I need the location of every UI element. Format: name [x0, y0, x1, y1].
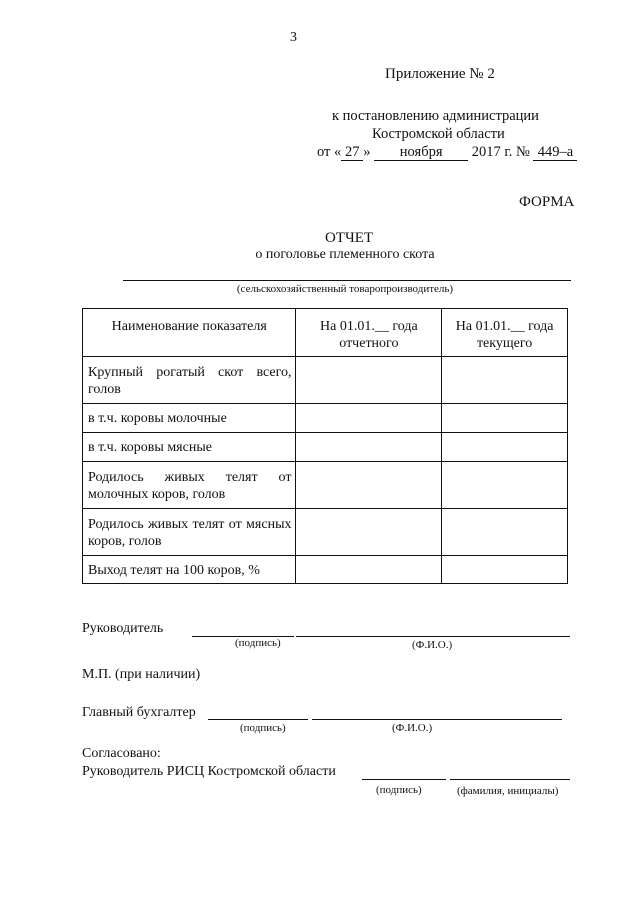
- chief-accountant-label: Главный бухгалтер: [82, 705, 196, 720]
- table-header-row: [83, 309, 568, 357]
- decree-number: 449–а: [533, 145, 577, 161]
- row-name: Крупный рогатый скот всего, голов: [83, 357, 296, 404]
- livestock-report-table: [82, 308, 568, 584]
- accountant-signature-line[interactable]: [208, 719, 308, 720]
- page-number: 3: [290, 30, 297, 45]
- risc-head-label: Руководитель РИСЦ Костромской области: [82, 764, 336, 779]
- header-reporting-year: На 01.01.__ года отчетного: [296, 309, 442, 357]
- current-value-cell[interactable]: [442, 556, 568, 584]
- header-current-year: На 01.01.__ года текущего: [442, 309, 568, 357]
- producer-input-line[interactable]: [123, 280, 571, 281]
- table-row: [83, 357, 568, 404]
- row-name: Родилось живых телят от мясных коров, голов: [83, 509, 296, 556]
- row-name: в т.ч. коровы молочные: [83, 404, 296, 433]
- decree-date-line: [317, 144, 577, 161]
- reporting-value-cell[interactable]: [296, 404, 442, 433]
- accountant-signature-caption: (подпись): [240, 722, 286, 734]
- current-value-cell[interactable]: [442, 404, 568, 433]
- reporting-value-cell[interactable]: [296, 509, 442, 556]
- head-fio-caption: (Ф.И.О.): [412, 639, 453, 651]
- risc-signature-line[interactable]: [362, 779, 446, 780]
- row-name: Родилось живых телят от молочных коров, голов: [83, 462, 296, 509]
- reporting-value-cell[interactable]: [296, 357, 442, 404]
- table-row: [83, 509, 568, 556]
- reporting-value-cell[interactable]: [296, 462, 442, 509]
- current-value-cell[interactable]: [442, 509, 568, 556]
- table-row: [83, 433, 568, 462]
- decree-line-2: Костромской области: [372, 126, 505, 142]
- row-name: в т.ч. коровы мясные: [83, 433, 296, 462]
- header-indicator: Наименование показателя: [83, 309, 296, 357]
- producer-caption: (сельскохозяйственный товаропроизводитель): [236, 283, 454, 295]
- head-signature-caption: (подпись): [235, 637, 281, 649]
- agreed-label: Согласовано:: [82, 746, 161, 761]
- decree-quote-close: »: [363, 144, 371, 160]
- accountant-fio-line[interactable]: [312, 719, 562, 720]
- table-row: [83, 462, 568, 509]
- decree-month: ноября: [374, 145, 468, 161]
- risc-name-caption: (фамилия, инициалы): [457, 785, 559, 797]
- risc-name-line[interactable]: [450, 779, 570, 780]
- current-value-cell[interactable]: [442, 357, 568, 404]
- table-row: [83, 556, 568, 584]
- current-value-cell[interactable]: [442, 433, 568, 462]
- table-row: [83, 404, 568, 433]
- risc-signature-caption: (подпись): [376, 784, 422, 796]
- head-fio-line[interactable]: [296, 636, 570, 637]
- form-label: ФОРМА: [519, 194, 575, 210]
- annex-number: Приложение № 2: [385, 66, 495, 82]
- stamp-label: М.П. (при наличии): [82, 667, 201, 682]
- decree-line-1: к постановлению администрации: [332, 108, 539, 124]
- reporting-value-cell[interactable]: [296, 556, 442, 584]
- reporting-value-cell[interactable]: [296, 433, 442, 462]
- head-label: Руководитель: [82, 621, 164, 636]
- row-name: Выход телят на 100 коров, %: [83, 556, 296, 584]
- decree-year: 2017 г. №: [471, 144, 530, 160]
- current-value-cell[interactable]: [442, 462, 568, 509]
- accountant-fio-caption: (Ф.И.О.): [392, 722, 433, 734]
- report-subtitle: о поголовье племенного скота: [255, 247, 435, 262]
- decree-from: от «: [317, 144, 342, 160]
- report-title: ОТЧЕТ: [324, 230, 374, 246]
- decree-day: 27: [341, 145, 363, 161]
